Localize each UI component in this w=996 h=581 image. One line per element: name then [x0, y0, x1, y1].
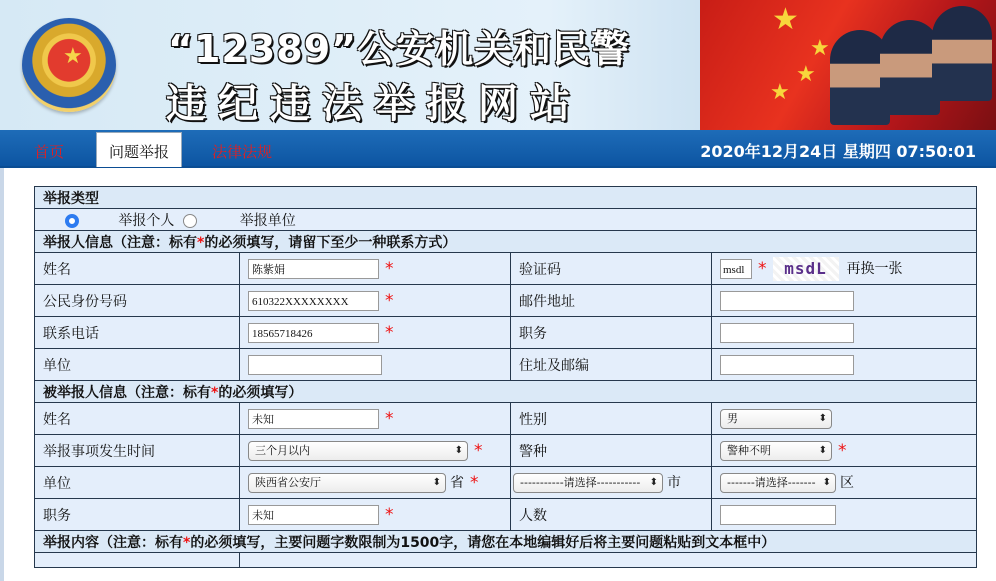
- radio-report-unit[interactable]: [183, 214, 197, 228]
- content-row: [35, 553, 240, 568]
- required-mark: *: [183, 534, 191, 551]
- city-select-value: -----------请选择-----------: [520, 476, 641, 489]
- form-area: [0, 168, 996, 581]
- reported-name-input[interactable]: 未知: [248, 409, 379, 429]
- radio-report-person[interactable]: [65, 214, 79, 228]
- address-input[interactable]: [720, 355, 854, 375]
- captcha-refresh-link[interactable]: 再换一张: [846, 260, 903, 277]
- police-type-select-value: 警种不明: [727, 443, 771, 457]
- required-mark: *: [385, 258, 394, 279]
- city-select[interactable]: [513, 473, 663, 493]
- police-emblem-icon: ★: [22, 18, 116, 112]
- captcha-image[interactable]: msdL: [773, 257, 839, 281]
- reporter-unit-input[interactable]: [248, 355, 382, 375]
- section-reported-suffix: 的必须填写）: [218, 384, 303, 401]
- required-mark: *: [470, 473, 479, 493]
- required-mark: *: [758, 258, 767, 279]
- select-chevron-icon: ⬍: [649, 477, 658, 488]
- gender-select[interactable]: [720, 409, 832, 429]
- reported-unit-label: 单位: [35, 467, 240, 499]
- select-chevron-icon: ⬍: [454, 444, 463, 456]
- gender-label: 性别: [511, 403, 712, 435]
- required-mark: *: [211, 384, 219, 401]
- main-nav: [0, 130, 996, 168]
- section-content-prefix: 举报内容（注意：标有: [43, 534, 183, 551]
- reporter-id-input[interactable]: 610322XXXXXXXX: [248, 291, 379, 311]
- banner-title-line2: 违纪违法举报网站: [166, 81, 582, 127]
- reported-position-input[interactable]: 未知: [248, 505, 379, 525]
- required-mark: *: [197, 234, 205, 251]
- required-mark: *: [385, 322, 394, 343]
- section-reporter: [35, 231, 977, 253]
- site-banner: [0, 0, 996, 130]
- banner-title-line1: “12389”公安机关和民警: [168, 27, 631, 71]
- reporter-unit-label: 单位: [35, 349, 240, 381]
- count-label: 人数: [511, 499, 712, 531]
- required-mark: *: [385, 504, 394, 525]
- section-content-suffix: 的必须填写，主要问题字数限制为1500字，请您在本地编辑好后将主要问题粘贴到文本框中）: [190, 534, 776, 551]
- nav-home-link[interactable]: 首页: [34, 143, 65, 161]
- email-label: 邮件地址: [511, 285, 712, 317]
- gender-select-value: 男: [727, 411, 738, 425]
- reported-position-label: 职务: [35, 499, 240, 531]
- required-mark: *: [838, 440, 847, 461]
- district-unit-label: 区: [840, 475, 854, 491]
- count-input[interactable]: [720, 505, 836, 525]
- report-form: [34, 186, 977, 568]
- section-reporter-suffix: 的必须填写，请留下至少一种联系方式）: [204, 234, 457, 251]
- police-type-select[interactable]: [720, 441, 832, 461]
- reporter-name-input[interactable]: 陈紫娟: [248, 259, 379, 279]
- radio-label-person: 举报个人: [118, 212, 175, 229]
- current-datetime: 2020年12月24日 星期四 07:50:01: [700, 142, 976, 161]
- nav-law-link[interactable]: 法律法规: [212, 143, 273, 161]
- reporter-id-label: 公民身份号码: [35, 285, 240, 317]
- select-chevron-icon: ⬍: [432, 477, 441, 488]
- reporter-name-label: 姓名: [35, 253, 240, 285]
- section-reporter-prefix: 举报人信息（注意：标有: [43, 234, 197, 251]
- email-input[interactable]: [720, 291, 854, 311]
- district-select[interactable]: [720, 473, 836, 493]
- address-label: 住址及邮编: [511, 349, 712, 381]
- select-chevron-icon: ⬍: [818, 444, 827, 456]
- select-chevron-icon: ⬍: [818, 412, 827, 424]
- section-content: [35, 531, 977, 553]
- radio-label-unit: 举报单位: [239, 212, 296, 229]
- police-type-label: 警种: [511, 435, 712, 467]
- time-select-value: 三个月以内: [255, 443, 310, 457]
- section-reported: [35, 381, 977, 403]
- reporter-phone-input[interactable]: 18565718426: [248, 323, 379, 343]
- time-select[interactable]: [248, 441, 468, 461]
- required-mark: *: [385, 408, 394, 429]
- captcha-label: 验证码: [511, 253, 712, 285]
- section-reported-prefix: 被举报人信息（注意：标有: [43, 384, 211, 401]
- section-report-type: 举报类型: [35, 187, 977, 209]
- required-mark: *: [474, 440, 483, 461]
- reported-name-label: 姓名: [35, 403, 240, 435]
- province-unit-label: 省: [450, 475, 464, 491]
- flag-image: ★ ★ ★ ★: [700, 0, 996, 130]
- captcha-input[interactable]: msdl: [720, 259, 752, 279]
- province-select[interactable]: [248, 473, 446, 493]
- district-select-value: -------请选择-------: [727, 476, 816, 489]
- nav-tab-report[interactable]: 问题举报: [96, 132, 182, 167]
- province-select-value: 陕西省公安厅: [255, 476, 321, 489]
- reporter-position-input[interactable]: [720, 323, 854, 343]
- city-unit-label: 市: [667, 475, 681, 491]
- reporter-position-label: 职务: [511, 317, 712, 349]
- reported-time-label: 举报事项发生时间: [35, 435, 240, 467]
- reporter-phone-label: 联系电话: [35, 317, 240, 349]
- select-chevron-icon: ⬍: [822, 477, 831, 488]
- required-mark: *: [385, 290, 394, 311]
